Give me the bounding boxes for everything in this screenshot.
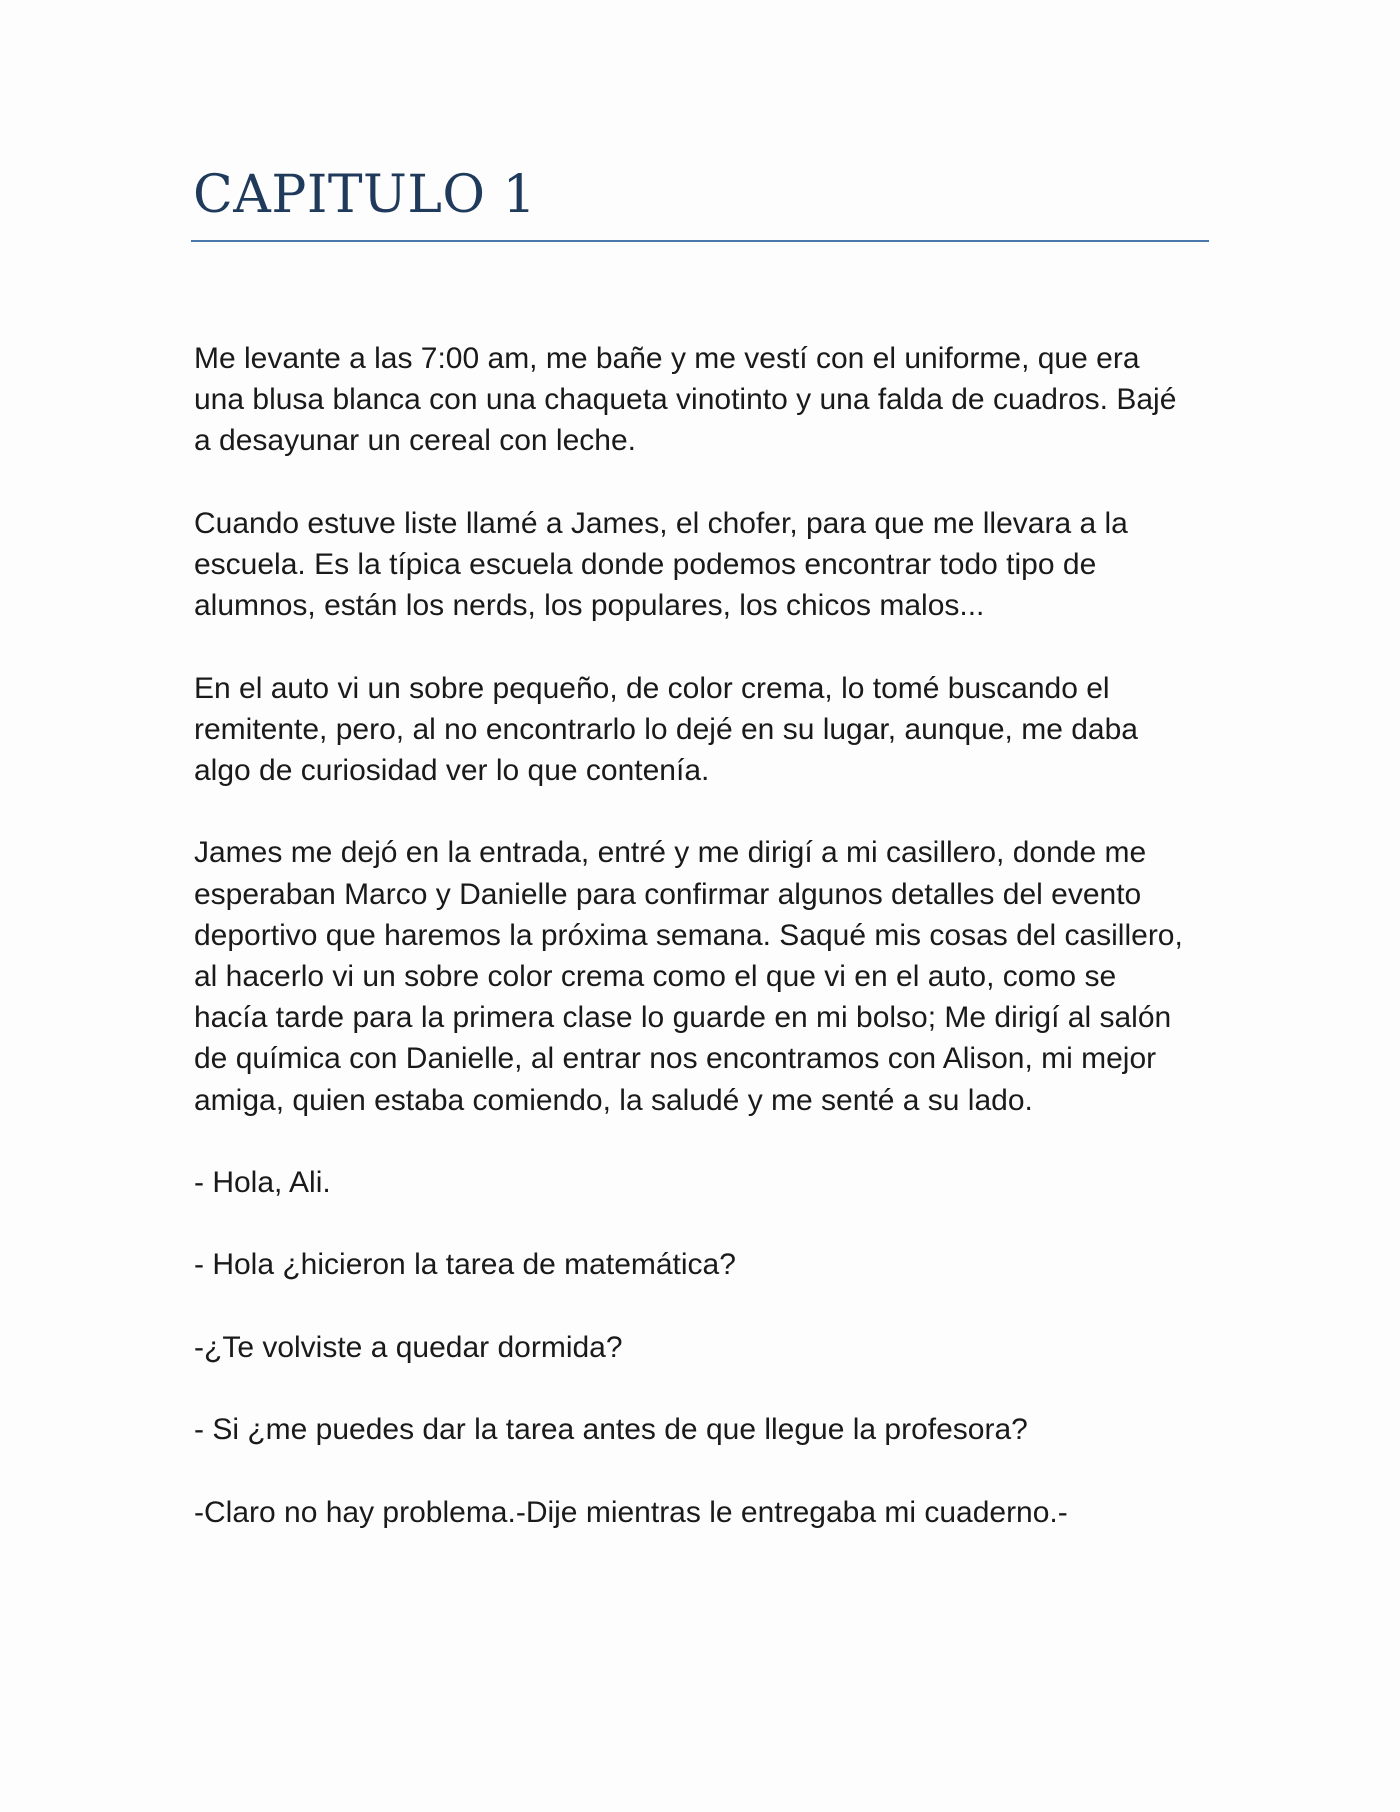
chapter-body [194,338,1194,1574]
dialogue-line: - Si ¿me puedes dar la tarea antes de que llegue la profesora? [194,1413,1028,1447]
dialogue-line: - Hola, Ali. [194,1166,331,1199]
chapter-title: CAPITULO 1 [193,165,537,225]
title-underline [191,240,1209,242]
paragraph: Me levante a las 7:00 am, me bañe y me vestí con el uniforme, que era una blusa blanca con una chaqueta vinotinto y una falda de cuadros. Bajé a desayunar un cereal con leche. [194,342,1177,458]
paragraph: En el auto vi un sobre pequeño, de color crema, lo tomé buscando el remitente, pero, al no encontrarlo lo dejé en su lugar, aunque, me daba algo de curiosidad ver lo que contenía. [194,671,1138,787]
paragraph: James me dejó en la entrada, entré y me dirigí a mi casillero, donde me esperaban Marco y Danielle para confirmar algunos detalles del evento deportivo que haremos la próxima semana. Saqué mis cosas del casillero, al hacerlo vi un sobre color crema como el que vi en el auto, como se hacía tarde para la primera clase lo guarde en mi bolso; Me dirigí al salón de química con Danielle, al entrar nos encontramos con Alison, mi mejor amiga, quien estaba comiendo, la saludé y me senté a su lado. [194,836,1183,1117]
dialogue-line: - Hola ¿hicieron la tarea de matemática? [194,1248,736,1282]
dialogue-line: -Claro no hay problema.-Dije mientras le entregaba mi cuaderno.- [194,1495,1068,1529]
paragraph: Cuando estuve liste llamé a James, el chofer, para que me llevara a la escuela. Es la típica escuela donde podemos encontrar todo tipo de alumnos, están los nerds, los populares, los chicos malos... [194,506,1128,623]
dialogue-line: -¿Te volviste a quedar dormida? [194,1330,623,1364]
